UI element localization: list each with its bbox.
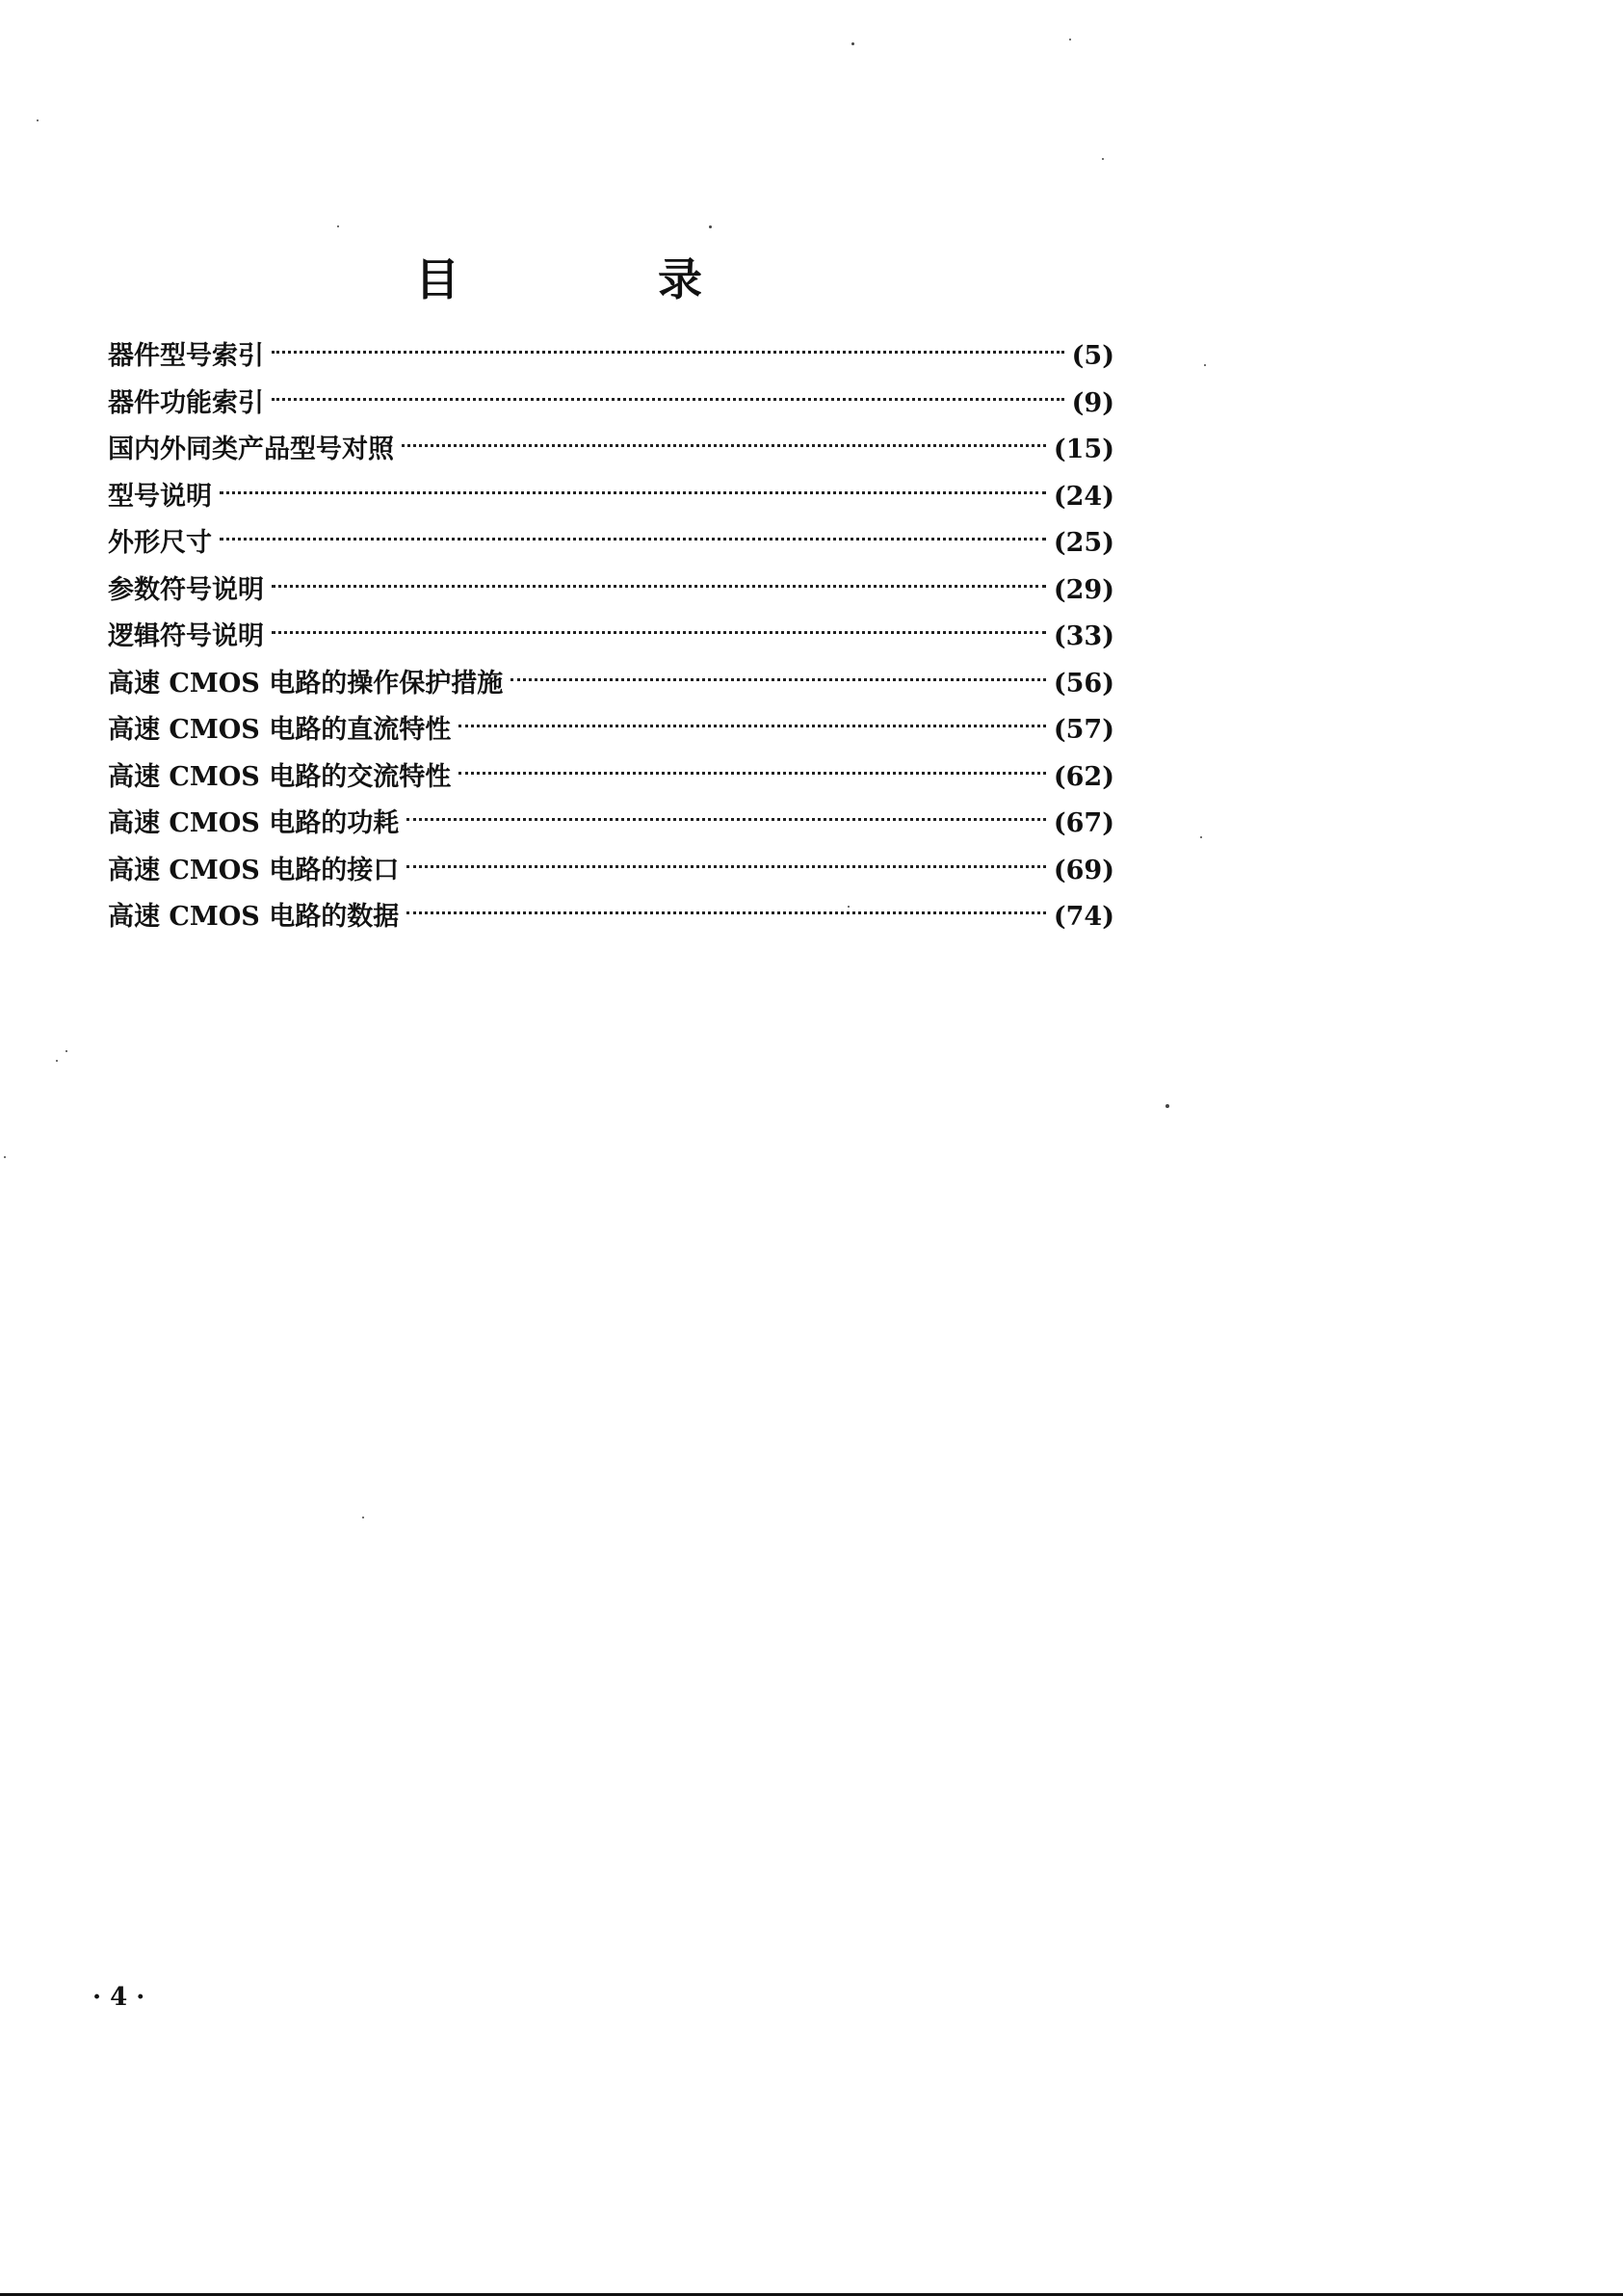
toc-dot-leader	[272, 326, 1064, 364]
toc-dot-leader	[406, 886, 1046, 925]
toc-dot-leader	[272, 606, 1046, 645]
toc-entry	[108, 793, 1114, 840]
scan-speck	[709, 225, 712, 228]
scan-speck	[337, 225, 339, 227]
toc-dot-leader	[402, 419, 1046, 458]
toc-entry-label: 国内外同类产品型号对照	[108, 435, 394, 464]
toc-entry-page: (25)	[1053, 528, 1114, 558]
toc-entry-page: (67)	[1053, 808, 1114, 838]
toc-entry-label: 器件型号索引	[108, 341, 264, 371]
toc-dot-leader	[220, 513, 1046, 551]
toc-dot-leader	[272, 560, 1046, 598]
scan-speck	[65, 1050, 67, 1052]
toc-entry	[108, 840, 1114, 887]
scan-speck	[1200, 836, 1202, 838]
toc-entry-label: 型号说明	[108, 481, 212, 512]
page-title: 目 录	[415, 253, 779, 305]
toc-entry-label: 高速 CMOS 电路的交流特性	[108, 761, 452, 792]
toc-entry-label: 外形尺寸	[108, 528, 212, 558]
toc-entry	[108, 373, 1114, 420]
toc-dot-leader	[272, 373, 1064, 411]
toc-entry-page: (5)	[1071, 341, 1114, 371]
toc-entry-page: (29)	[1053, 574, 1114, 605]
toc-entry-label: 高速 CMOS 电路的直流特性	[108, 715, 452, 745]
scan-speck	[1102, 158, 1104, 160]
toc-entry-label: 参数符号说明	[108, 574, 264, 605]
toc-entry	[108, 747, 1114, 794]
toc-entry-label: 器件功能索引	[108, 387, 264, 418]
toc-entry-label: 逻辑符号说明	[108, 621, 264, 651]
scan-speck	[1204, 364, 1206, 366]
scan-speck	[1165, 1104, 1169, 1108]
toc-entry-page: (69)	[1053, 855, 1114, 885]
toc-entry	[108, 466, 1114, 514]
toc-dot-leader	[406, 840, 1046, 879]
scan-speck	[848, 906, 850, 908]
toc-entry-page: (24)	[1053, 481, 1114, 512]
toc-entry	[108, 699, 1114, 747]
toc-entry	[108, 560, 1114, 607]
toc-dot-leader	[220, 466, 1046, 505]
scan-speck	[851, 42, 854, 45]
toc-entry	[108, 606, 1114, 653]
toc-entry-page: (9)	[1071, 387, 1114, 418]
page-number: · 4 ·	[92, 1983, 145, 2012]
toc-dot-leader	[510, 653, 1046, 692]
toc-entry-page: (56)	[1053, 668, 1114, 699]
toc-entry-label: 高速 CMOS 电路的操作保护措施	[108, 668, 504, 699]
toc-entry	[108, 886, 1114, 934]
toc-dot-leader	[458, 699, 1046, 738]
toc-entry-page: (62)	[1053, 761, 1114, 792]
toc-dot-leader	[458, 747, 1046, 785]
scan-speck	[56, 1060, 58, 1062]
scan-speck	[362, 1517, 364, 1518]
toc-entry	[108, 419, 1114, 466]
toc-entry	[108, 653, 1114, 700]
toc-entry	[108, 326, 1114, 373]
toc-entry-page: (74)	[1053, 902, 1114, 932]
table-of-contents	[108, 326, 1114, 934]
toc-dot-leader	[406, 793, 1046, 831]
scan-speck	[1069, 39, 1071, 40]
scan-speck	[37, 119, 39, 121]
scan-speck	[4, 1156, 6, 1158]
toc-entry-label: 高速 CMOS 电路的接口	[108, 855, 400, 885]
toc-entry-page: (15)	[1053, 435, 1114, 464]
toc-entry-page: (33)	[1053, 621, 1114, 651]
toc-entry-label: 高速 CMOS 电路的数据	[108, 902, 400, 932]
toc-entry	[108, 513, 1114, 560]
toc-entry-label: 高速 CMOS 电路的功耗	[108, 808, 400, 838]
toc-entry-page: (57)	[1053, 715, 1114, 745]
